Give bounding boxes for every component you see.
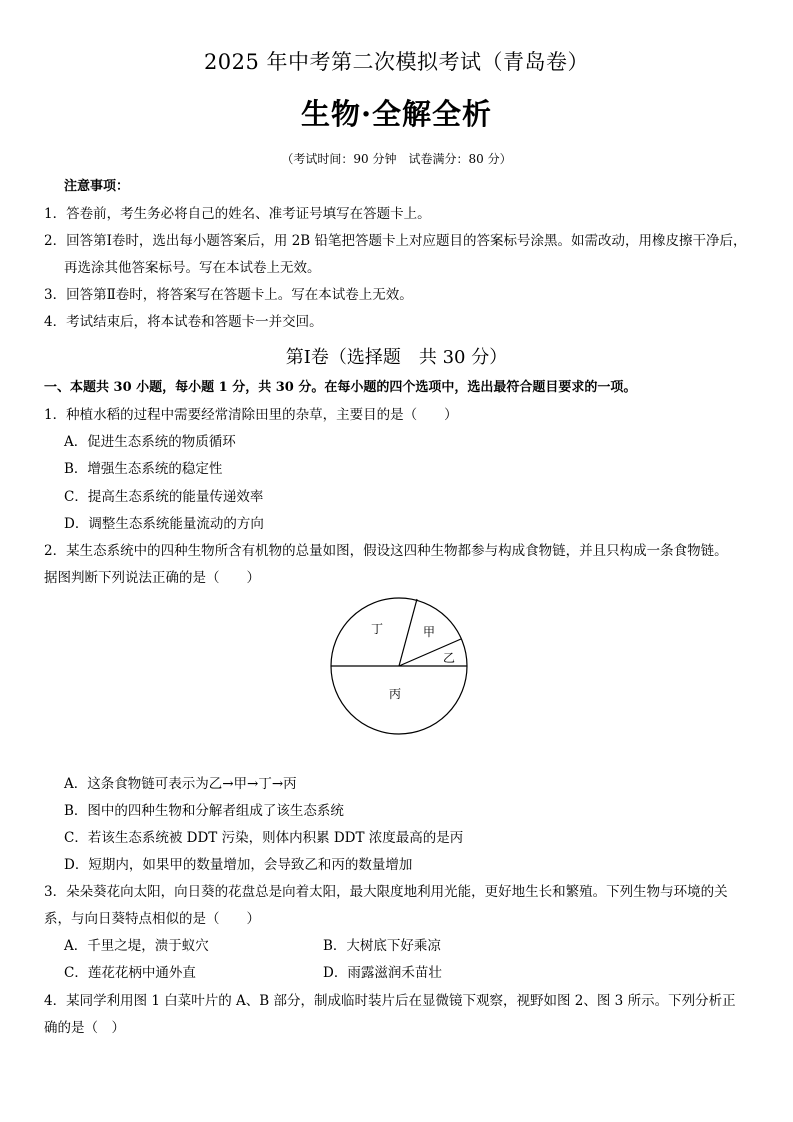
- notice-heading: 注意事项：: [64, 179, 130, 194]
- question-2-option: D．短期内，如果甲的数量增加，会导致乙和丙的数量增加: [64, 857, 413, 873]
- notice-item: 3．回答第Ⅱ卷时，将答案写在答题卡上。写在本试卷上无效。: [44, 287, 413, 303]
- exam-title: 2025 年中考第二次模拟考试（青岛卷）: [203, 50, 590, 74]
- section-instruction: 一、本题共 30 小题，每小题 1 分，共 30 分。在每小题的四个选项中，选出最符合题目要求的一项。: [44, 380, 637, 395]
- pie-figure: [325, 596, 475, 741]
- question-3-option: A．千里之堤，溃于蚁穴: [64, 938, 209, 954]
- question-3-option: C．莲花花柄中通外直: [64, 965, 196, 981]
- question-2-option: A．这条食物链可表示为乙→甲→丁→丙: [64, 776, 297, 792]
- notice-item: 再选涂其他答案标号。写在本试卷上无效。: [64, 260, 321, 276]
- notice-item: 2．回答第Ⅰ卷时，选出每小题答案后，用 2B 铅笔把答题卡上对应题目的答案标号涂黑。如需改动，用橡皮擦干净后，: [44, 233, 747, 249]
- question-4-stem: 确的是（ ）: [44, 1020, 125, 1036]
- section-title: 第Ⅰ卷（选择题 共 30 分）: [285, 347, 508, 368]
- exam-info: （考试时间：90 分钟 试卷满分：80 分）: [281, 152, 512, 166]
- pie-label-jia: 甲: [423, 625, 436, 639]
- pie-label-ding: 丁: [371, 622, 384, 636]
- pie-label-bing: 丙: [389, 687, 402, 701]
- question-4-stem: 4．某同学利用图 1 白菜叶片的 A、B 部分，制成临时装片后在显微镜下观察，视野如图 2、图 3 所示。下列分析正: [44, 993, 736, 1009]
- question-2-option: B．图中的四种生物和分解者组成了该生态系统: [64, 803, 344, 819]
- pie-label-yi: 乙: [443, 651, 456, 665]
- question-2-option: C．若该生态系统被 DDT 污染，则体内积累 DDT 浓度最高的是丙: [64, 830, 464, 846]
- question-2-stem: 2．某生态系统中的四种生物所含有机物的总量如图，假设这四种生物都参与构成食物链，并且只构成一条食物链。: [44, 543, 728, 559]
- question-1-option: A．促进生态系统的物质循环: [64, 434, 236, 450]
- pie-divider: [399, 599, 417, 666]
- question-3-option: D．雨露滋润禾苗壮: [323, 965, 442, 981]
- question-1-option: D．调整生态系统能量流动的方向: [64, 516, 264, 532]
- question-3-stem: 3．朵朵葵花向太阳，向日葵的花盘总是向着太阳，最大限度地利用光能，更好地生长和繁殖。下列生物与环境的关: [44, 884, 728, 900]
- question-3-option: B．大树底下好乘凉: [323, 938, 441, 954]
- notice-item: 1．答卷前，考生务必将自己的姓名、准考证号填写在答题卡上。: [44, 206, 431, 222]
- question-1-option: B．增强生态系统的稳定性: [64, 461, 223, 477]
- exam-subtitle: 生物·全解全析: [300, 97, 493, 131]
- question-3-stem: 系，与向日葵特点相似的是（ ）: [44, 911, 260, 927]
- question-1-stem: 1．种植水稻的过程中需要经常清除田里的杂草，主要目的是（ ）: [44, 407, 458, 423]
- question-2-stem: 据图判断下列说法正确的是（ ）: [44, 570, 260, 586]
- question-1-option: C．提高生态系统的能量传递效率: [64, 489, 264, 505]
- notice-item: 4．考试结束后，将本试卷和答题卡一并交回。: [44, 314, 323, 330]
